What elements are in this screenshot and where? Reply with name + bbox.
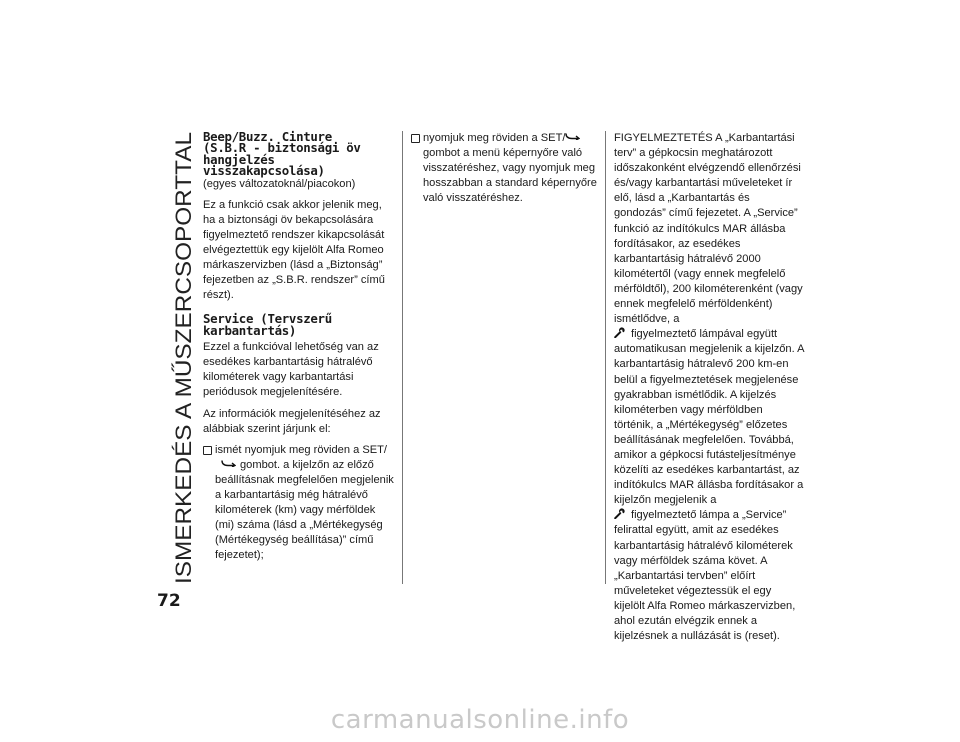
paragraph: Ezzel a funkcióval lehetőség van az esedékes karbantartásig hátralévő kilométerek vagy karbantartási periódusok megjelenítésére. (203, 341, 379, 399)
return-arrow-icon (565, 132, 580, 140)
heading-line: karbantartás) (203, 322, 297, 338)
paragraph (614, 131, 804, 644)
paragraph: Ez a funkció csak akkor jelenik meg, ha a biztonsági öv bekapcsolására figyelmeztető rendszer kikapcsolását elvégeztettük egy kijelölt Alfa Romeo márkaszervizben (lásd a „Biztonság” fejezetben az „S.B.R. rendszer” című részt). (203, 198, 385, 302)
heading-line: (S.B.R - biztonsági öv (203, 140, 361, 156)
section-heading-sbr (203, 131, 397, 177)
wrench-icon (614, 508, 625, 519)
heading-line: Beep/Buzz. Cinture (203, 129, 332, 144)
warning-text: figyelmeztető lámpa a „Service” felirattal együtt, amit az esedékes karbantartásig hátralévő kilométerek vagy mérföldek száma követ. A „Karbantartási tervben” előírt műveleteket végeztessük el egy kijelölt Alfa Romeo márkaszervizben, ahol ezután elvégzik ennek a kijelzésnek a nullázását is (reset). (614, 509, 796, 643)
warning-text: figyelmeztető lámpával együtt automatikusan megjelenik a kijelzőn. A karbantartásig hátralevő 200 km-en belül a figyelmeztetések megjelenése gyakrabban ismétlődik. A kijelzés kilométerben vagy mérföldben történik, a „Mértékegység” előzetes beállításának megfelelően. Továbbá, amikor a gépkocsi futásteljesítménye közelíti az esedékes karbantartást, az indítókulcs MAR állásba fordításakor a kijelzőn megjelenik a (614, 328, 804, 507)
bullet-text: ismét nyomjuk meg röviden a SET/ (215, 443, 388, 456)
text-column-1 (203, 131, 397, 570)
list-item (411, 131, 601, 206)
column-divider (605, 131, 606, 584)
variant-note: (egyes változatoknál/piacokon) (203, 177, 356, 190)
chapter-side-title (165, 132, 201, 584)
column-divider (402, 131, 403, 584)
heading-line: Service (Tervszerű (203, 311, 332, 327)
paragraph: Az információk megjelenítéséhez az alábbiak szerint járjunk el: (203, 407, 381, 435)
section-heading-service (203, 313, 397, 336)
watermark: carmanualsonline.info (330, 705, 630, 735)
checkbox-bullet-icon (203, 446, 212, 455)
wrench-icon (614, 327, 625, 338)
list-item (203, 443, 397, 564)
bullet-text: nyomjuk meg röviden a SET/ (423, 132, 566, 144)
return-arrow-icon (221, 459, 236, 467)
checkbox-bullet-icon (411, 134, 420, 143)
page-number: 72 (157, 591, 181, 611)
heading-line: hangjelzés (203, 151, 275, 167)
bullet-text: gombot a menü képernyőre való visszatéréshez, vagy nyomjuk meg hosszabban a standard képernyőre való visszatéréshez. (423, 147, 597, 205)
heading-line: visszakapcsolása) (203, 163, 325, 179)
bullet-text: gombot. a kijelzőn az előző beállításnak megfelelően megjelenik a karbantartásig még hátralévő kilométerek (km) vagy mérföldek (mi) száma (lásd a „Mértékegység (Mértékegység beállítása)” című fejezetet); (215, 458, 394, 562)
chapter-side-title-text: ISMERKEDÉS A MŰSZERCSOPORTTAL (171, 165, 196, 584)
text-column-3 (614, 131, 804, 650)
text-column-2 (411, 131, 601, 212)
warning-text: FIGYELMEZTETÉS A „Karbantartási terv” a gépkocsin meghatározott időszakonként elvégzendő ellenőrzési és/vagy karbantartási műveleteket ír elő, lásd a „Karbantartás és gondozás” című fejezetet. A „Service” funkció az indítókulcs MAR állásba fordításakor, az esedékes karbantartásig hátralévő 2000 kilométertől (vagy ennek megfelelő mérföldtől), 200 kilométerenként (vagy ennek megfelelő mérföldenként) ismétlődve, a (614, 132, 803, 326)
